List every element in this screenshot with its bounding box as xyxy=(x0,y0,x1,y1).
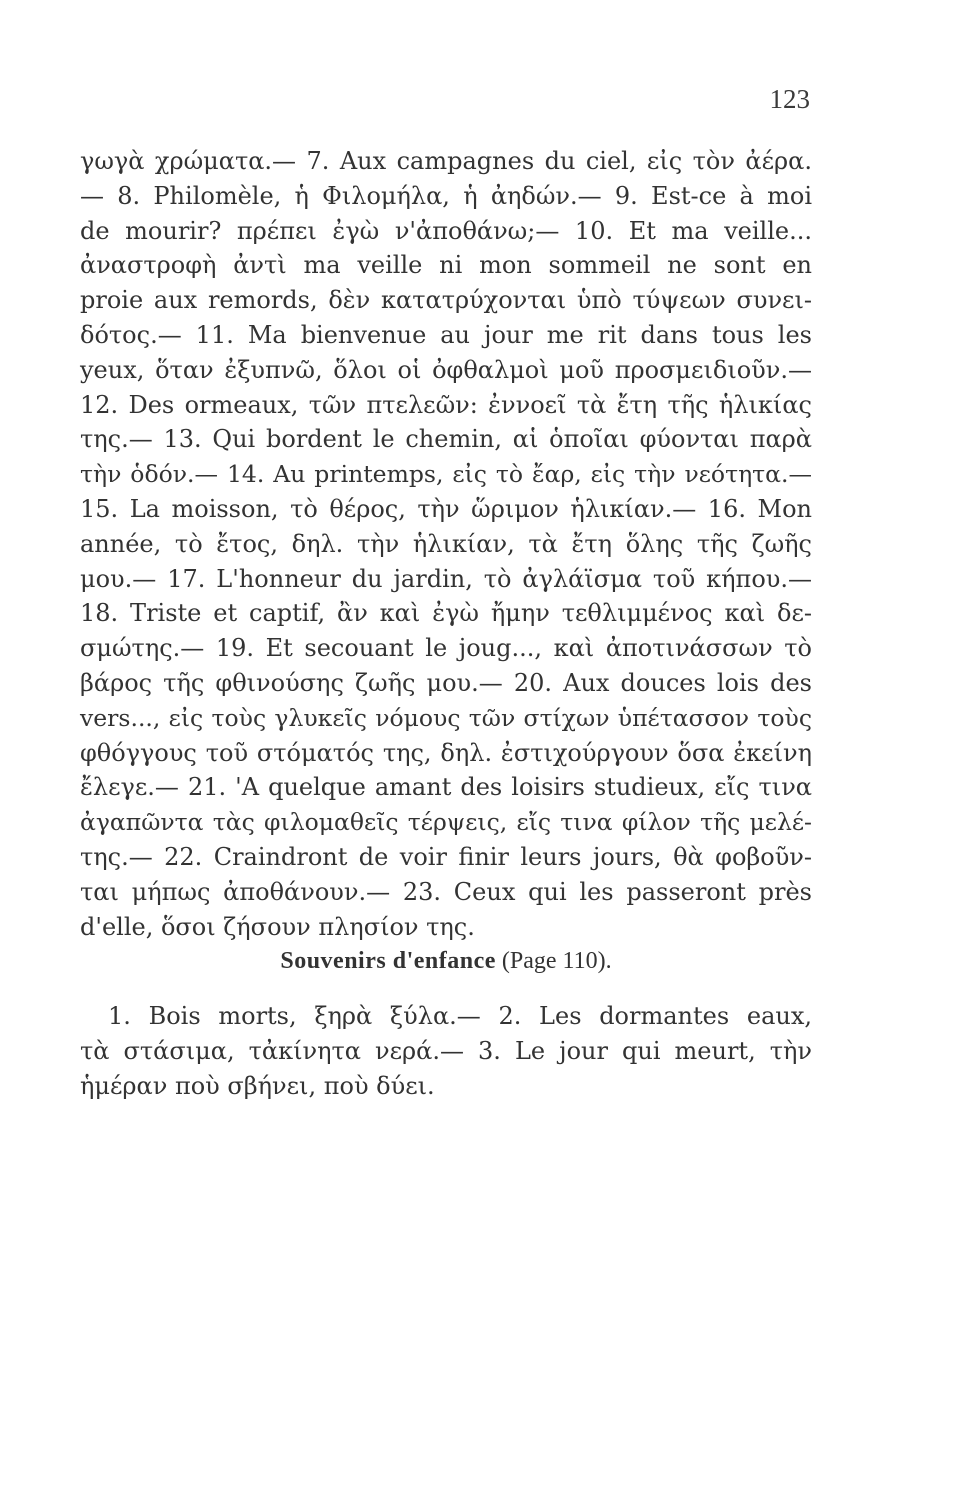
page-number: 123 xyxy=(769,84,810,114)
text-line: γωγὰ χρώματα.— 7. Aux campagnes du ciel, εἰς τὸν ἀέρα. xyxy=(80,147,812,175)
text-line: μου.— 17. L'honneur du jardin, τὸ ἀγλάϊσμα τοῦ κήπου.— xyxy=(80,564,812,593)
text-line: τὰ στάσιμα, τἀκίνητα νερά.— 3. Le jour qui meurt, τὴν xyxy=(80,1036,812,1065)
text-line: 15. La moisson, τὸ θέρος, τὴν ὥριμον ἡλικίαν.— 16. Mon xyxy=(80,494,812,523)
section-page-ref: (Page 110). xyxy=(501,948,612,974)
text-line: σμώτης.— 19. Et secouant le joug..., καὶ ἀποτινάσσων τὸ xyxy=(80,634,812,663)
text-line: της.— 13. Qui bordent le chemin, αἱ ὁποῖαι φύονται παρὰ xyxy=(80,425,812,454)
text-line: année, τὸ ἔτος, δηλ. τὴν ἡλικίαν, τὰ ἔτη ὅλης τῆς ζωῆς xyxy=(80,529,812,558)
section-title: Souvenirs d'enfance xyxy=(280,948,496,974)
text-line: de mourir? πρέπει ἐγὼ ν'ἀποθάνω;— 10. Et ma veille... xyxy=(80,216,812,245)
text-line: yeux, ὅταν ἐξυπνῶ, ὅλοι οἱ ὀφθαλμοὶ μοῦ προσμειδιοῦν.— xyxy=(80,355,812,384)
text-line: 1. Bois morts, ξηρὰ ξύλα.— 2. Les dormantes eaux, xyxy=(108,1002,812,1030)
text-line: δότος.— 11. Ma bienvenue au jour me rit dans tous les xyxy=(80,320,812,349)
text-line: d'elle, ὅσοι ζήσουν πλησίον της. xyxy=(80,912,475,941)
text-line: — 8. Philomèle, ἡ Φιλομήλα, ἡ ἀηδών.— 9. Est-ce à moi xyxy=(80,181,812,210)
text-line: ἀγαπῶντα τὰς φιλομαθεῖς τέρψεις, εἴς τινα φίλον τῆς μελέ- xyxy=(80,808,812,837)
section-text xyxy=(80,999,812,1103)
text-line: ἀναστροφὴ ἀντὶ ma veille ni mon sommeil ne sont en xyxy=(80,251,812,280)
section-heading xyxy=(80,944,812,978)
text-line: φθόγγους τοῦ στόματός της, δηλ. ἐστιχούργουν ὅσα ἐκείνη xyxy=(80,738,812,767)
text-line: proie aux remords, δὲν κατατρύχονται ὑπὸ τύψεων συνει- xyxy=(80,286,812,315)
text-line: ἡμέραν ποὺ σβήνει, ποὺ δύει. xyxy=(80,1071,435,1100)
body-text xyxy=(80,144,812,944)
text-line: 12. Des ormeaux, τῶν πτελεῶν: ἐννοεῖ τὰ ἔτη τῆς ἡλικίας xyxy=(80,390,812,419)
text-line: 18. Triste et captif, ἂν καὶ ἐγὼ ἤμην τεθλιμμένος καὶ δε- xyxy=(80,599,812,628)
text-line: vers..., εἰς τοὺς γλυκεῖς νόμους τῶν στίχων ὑπέτασσον τοὺς xyxy=(80,703,812,732)
text-line: της.— 22. Craindront de voir finir leurs jours, θὰ φοβοῦν- xyxy=(80,842,812,871)
text-line: βάρος τῆς φθινούσης ζωῆς μου.— 20. Aux douces lois des xyxy=(80,668,812,697)
text-line: ἔλεγε.— 21. 'A quelque amant des loisirs studieux, εἴς τινα xyxy=(80,773,812,802)
text-line: ται μήπως ἀποθάνουν.— 23. Ceux qui les passeront près xyxy=(80,877,812,906)
text-line: τὴν ὁδόν.— 14. Au printemps, εἰς τὸ ἔαρ, εἰς τὴν νεότητα.— xyxy=(80,460,812,489)
